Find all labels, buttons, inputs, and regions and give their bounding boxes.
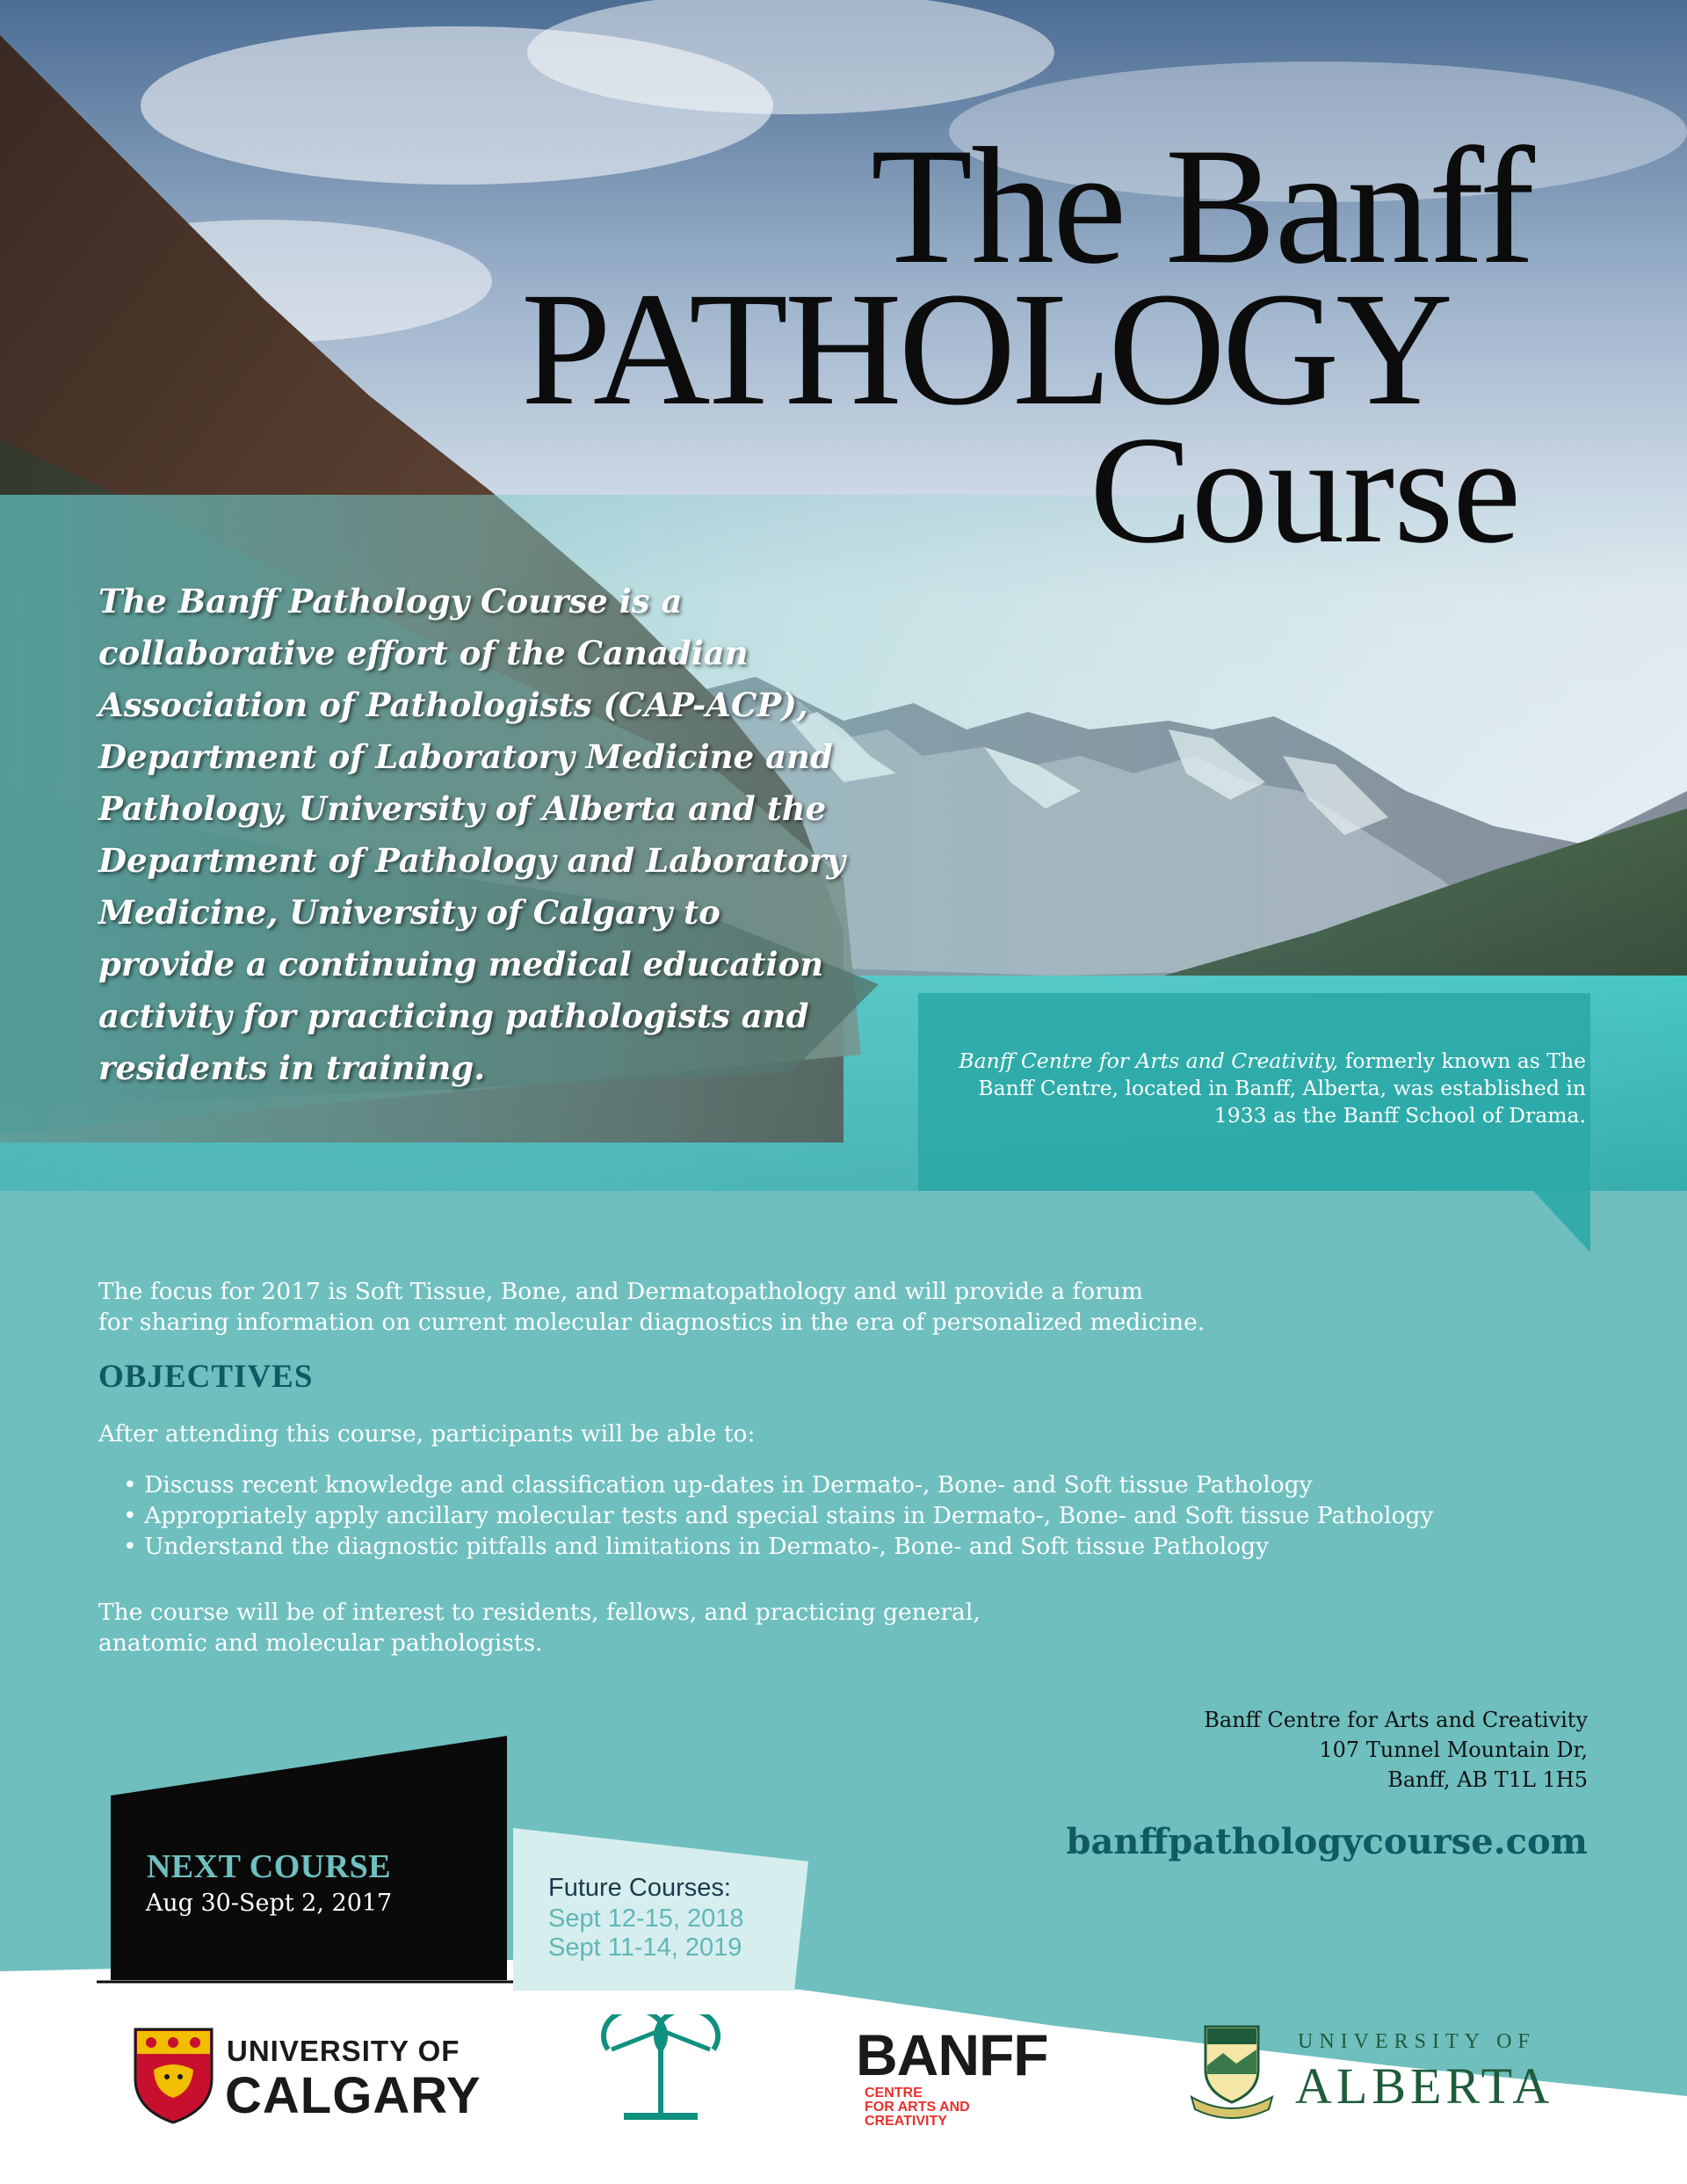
banff-centre-logo[interactable] bbox=[852, 2021, 1063, 2136]
university-of-alberta-logo[interactable] bbox=[1188, 2021, 1575, 2127]
alberta-crest-icon bbox=[1188, 2021, 1276, 2120]
objectives-list bbox=[123, 1469, 1433, 1562]
title-line-3: Course bbox=[1090, 404, 1520, 575]
caption-italic: Banff Centre for Arts and Creativity, bbox=[959, 1048, 1339, 1073]
objectives-lead: After attending this course, participants will be able to: bbox=[98, 1420, 756, 1448]
objectives-heading: OBJECTIVES bbox=[98, 1359, 314, 1395]
interest-line-1: The course will be of interest to residents, fellows, and practicing general, bbox=[98, 1599, 981, 1626]
alberta-logo-line-1: UNIVERSITY OF bbox=[1298, 2030, 1536, 2053]
calgary-crest-icon bbox=[132, 2026, 215, 2124]
objective-item: • Understand the diagnostic pitfalls and limitations in Dermato-, Bone- and Soft tissue Pathology bbox=[123, 1531, 1433, 1562]
venue-address bbox=[1204, 1705, 1588, 1795]
address-line-3: Banff, AB T1L 1H5 bbox=[1387, 1767, 1588, 1792]
objective-item: • Appropriately apply ancillary molecular tests and special stains in Dermato-, Bone- and Soft tissue Pathology bbox=[123, 1500, 1433, 1531]
next-course-date: Aug 30-Sept 2, 2017 bbox=[145, 1890, 393, 1917]
venue-caption bbox=[958, 1048, 1586, 1129]
future-courses-label: Future Courses: bbox=[548, 1874, 731, 1902]
caption-rest: formerly known as The Banff Centre, located in Banff, Alberta, was established in 1933 as the Banff School of Drama. bbox=[978, 1048, 1586, 1128]
banff-logo-sub-2: FOR ARTS AND bbox=[865, 2100, 970, 2115]
focus-line-2: for sharing information on current molecular diagnostics in the era of personalized medicine. bbox=[98, 1309, 1206, 1336]
future-course-date: Sept 11-14, 2019 bbox=[548, 1934, 742, 1962]
alberta-logo-line-2: ALBERTA bbox=[1295, 2057, 1554, 2115]
address-line-1: Banff Centre for Arts and Creativity bbox=[1204, 1708, 1588, 1732]
title-line-2: PATHOLOGY bbox=[520, 259, 1450, 439]
title-line-1: The Banff bbox=[870, 114, 1533, 299]
calgary-logo-line-1: UNIVERSITY OF bbox=[227, 2035, 460, 2067]
university-of-calgary-logo[interactable] bbox=[132, 2026, 483, 2131]
address-line-2: 107 Tunnel Mountain Dr, bbox=[1319, 1738, 1588, 1762]
calgary-logo-line-2: CALGARY bbox=[225, 2067, 481, 2124]
website-link[interactable]: banffpathologycourse.com bbox=[1066, 1821, 1588, 1862]
objective-item: • Discuss recent knowledge and classification up-dates in Dermato-, Bone- and Soft tissue Pathology bbox=[123, 1469, 1433, 1500]
banff-logo-sub-1: CENTRE bbox=[865, 2086, 923, 2101]
banff-logo-sub-3: CREATIVITY bbox=[865, 2114, 947, 2129]
focus-line-1: The focus for 2017 is Soft Tissue, Bone, and Dermatopathology and will provide a forum bbox=[98, 1278, 1144, 1305]
cap-acp-emblem-icon bbox=[590, 2014, 731, 2129]
cap-acp-logo[interactable] bbox=[590, 2014, 731, 2129]
future-course-date: Sept 12-15, 2018 bbox=[548, 1905, 744, 1933]
next-course-label: NEXT COURSE bbox=[146, 1848, 392, 1885]
interest-line-2: anatomic and molecular pathologists. bbox=[98, 1629, 543, 1657]
intro-paragraph: The Banff Pathology Course is a collaborative effort of the Canadian Association of Pathologists (CAP-ACP), Department of Laboratory Medicine and Pathology, University of Alberta and the Department of Pathology and Laboratory Medicine, University of Calgary to provide a continuing medical education activity for practicing pathologists and residents in training. bbox=[98, 582, 845, 1087]
banff-logo-main: BANFF bbox=[856, 2022, 1048, 2087]
